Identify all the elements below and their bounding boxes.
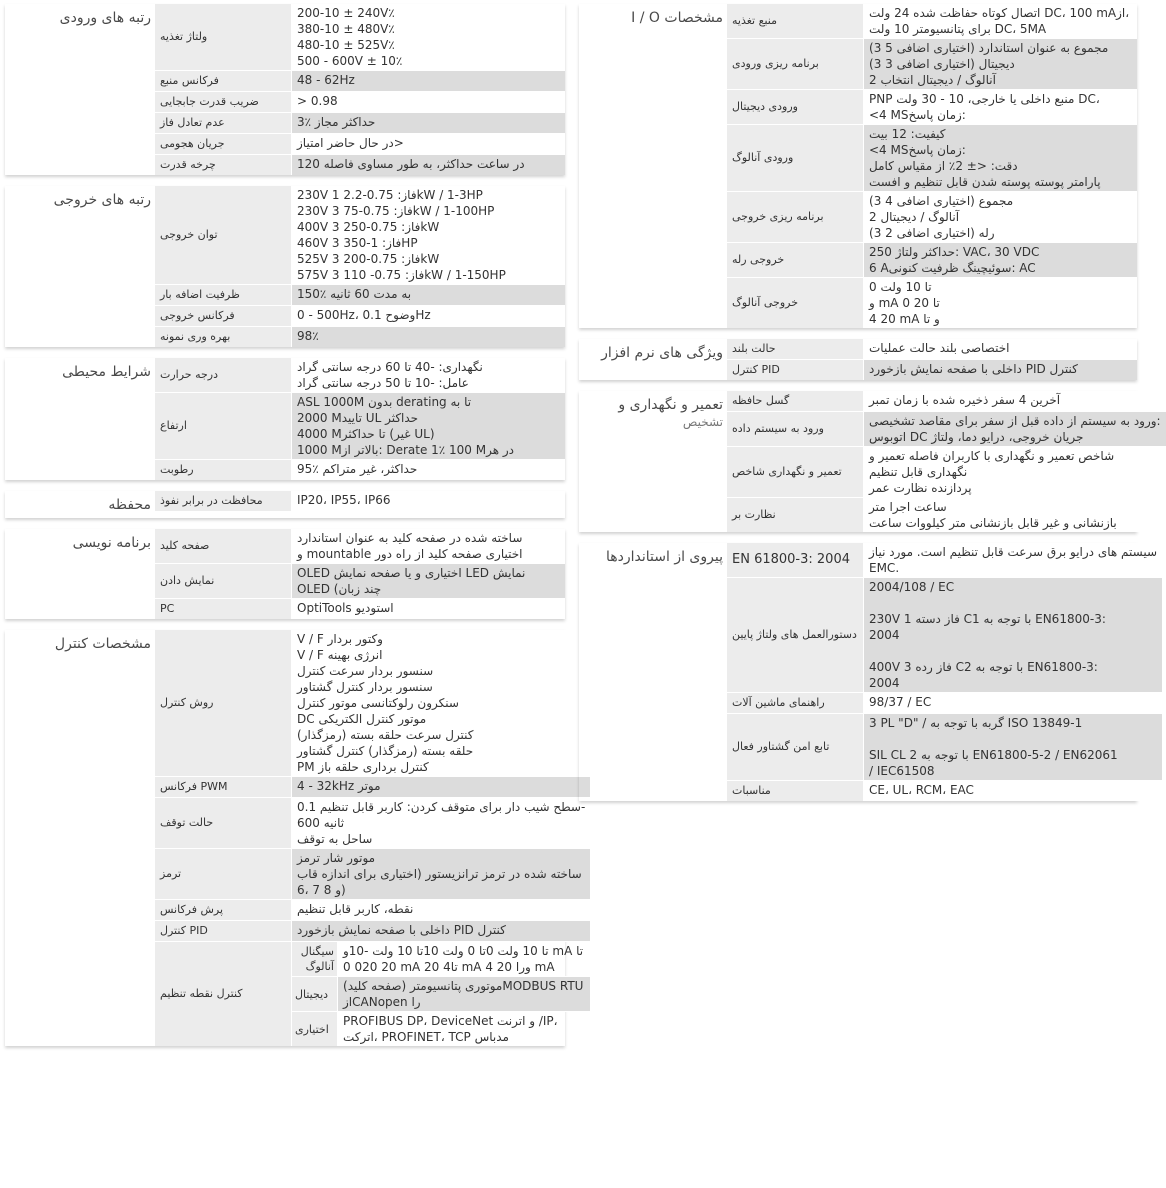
spec-value [864, 90, 1137, 124]
spec-value-line: سطح شیب دار برای متوقف کردن: کاربر قابل تنظیم 0.1- [297, 800, 586, 814]
spec-value-line: ساخته شده در صفحه کلید به عنوان استاندارد [297, 531, 523, 545]
spec-value-line: 1000 Mبالاتر از: Derate 1٪ 100 Mدر هر [297, 443, 515, 457]
spec-value-line: (مجموع به عنوان استاندارد (اختیاری اضافی 5 3 [869, 41, 1109, 55]
spec-value-line: 380-10 ± 480V٪ [297, 22, 395, 36]
spec-row [155, 900, 590, 921]
spec-value-line: CE، UL، RCM، EAC [869, 783, 974, 797]
spec-value-line: 4000 Mتا حداکثر (غیر UL) [297, 427, 435, 441]
spec-value [864, 243, 1137, 277]
spec-section [5, 529, 565, 619]
left-column [5, 4, 586, 1057]
spec-label: صفحه کلید [155, 529, 292, 563]
spec-row [727, 125, 1137, 192]
spec-value-line: 2004 [869, 676, 900, 690]
spec-value [864, 412, 1166, 446]
spec-value [292, 306, 565, 326]
spec-label: ترمز [155, 849, 292, 899]
spec-value-line: ساخته شده در ترمز ترانزیستور (اختیاری برای اندازه قاب [297, 867, 582, 881]
spec-row [155, 71, 565, 92]
setpoint-sub-value [338, 942, 590, 976]
spec-value-line: کیفیت: 12 بیت [869, 127, 946, 141]
spec-label: جریان هجومی [155, 134, 292, 154]
spec-value-line: و mountable اختیاری صفحه کلید از راه دور [297, 547, 523, 561]
spec-value-line: آنالوگ / دیجیتال انتخاب 2 [869, 73, 996, 87]
spec-value-line: 4 - 32kHz موتر [297, 779, 381, 793]
spec-row [727, 543, 1162, 578]
spec-value-line: CANopen را [352, 995, 421, 1009]
spec-label: محافظت در برابر نفوذ [155, 491, 292, 511]
spec-row [155, 285, 565, 306]
spec-value-line: 600 ثانیه [297, 816, 345, 830]
setpoint-sub-value [338, 977, 590, 1011]
spec-value-line: در حال حاضر امتیاز> [297, 136, 404, 150]
spec-value-line: ساعت اجرا متر [869, 500, 947, 514]
spec-label: کنترل نقطه تنظیم [155, 942, 292, 1046]
spec-label: ورودی دیجیتال [727, 90, 864, 124]
section-title-text: رتبه های ورودی [59, 10, 151, 26]
section-title [5, 4, 155, 175]
spec-value-line [869, 595, 1157, 611]
section-title [5, 529, 155, 619]
spec-label: پرش فرکانس [155, 900, 292, 920]
spec-value-line: 98٪ [297, 329, 319, 343]
spec-row [155, 491, 565, 511]
spec-label: روش کنترل [155, 630, 292, 776]
spec-value [292, 134, 565, 154]
spec-value-line: 575V 3 110 -0.75 :فازkW / 1-150HP [297, 268, 506, 282]
spec-row [155, 599, 565, 619]
spec-value-line: 4 20 mA و [424, 960, 531, 974]
spec-value-line: <4 MSزمان پاسخ: [869, 108, 966, 122]
spec-row [727, 693, 1162, 714]
spec-value-line: 0 - 500Hz، 0.1 وضوحHz [297, 308, 431, 322]
spec-value-line: (رله (اختیاری اضافی 2 3 [869, 226, 995, 240]
spec-value-line: 400V 3 فاز رده C2 با توجه به EN61800-3: [869, 660, 1098, 674]
spec-value [292, 777, 590, 797]
spec-label: ورودی آنالوگ [727, 125, 864, 191]
spec-value-line: OptiTools استودیو [297, 601, 394, 615]
spec-label: تابع امن گشتاور فعال [727, 714, 864, 780]
spec-value-line: 525V 3 200-0.75 :فازkW [297, 252, 440, 266]
section-rows [727, 339, 1137, 380]
spec-row [727, 391, 1166, 412]
spec-value [864, 192, 1137, 242]
section-title-text: محفظه [108, 497, 151, 513]
spec-value [292, 186, 565, 284]
spec-value-line: IP20، IP55، IP66 [297, 493, 391, 507]
section-rows [155, 630, 590, 1046]
spec-value-line: داخلی با صفحه نمایش بازخورد PID کنترل [297, 923, 506, 937]
spec-value [292, 358, 565, 392]
spec-value-line: عامل: -10 تا 50 درجه سانتی گراد [297, 376, 469, 390]
spec-row [727, 278, 1137, 328]
spec-value-line: تا 0 ولت 10 [423, 944, 486, 958]
spec-row [155, 92, 565, 113]
spec-value-line: 20 0 mA تا [343, 960, 458, 974]
section-title-text: مشخصات I / O [631, 10, 723, 26]
spec-value [864, 39, 1137, 89]
spec-row [155, 849, 590, 900]
spec-value-line: IP، اترکت، PROFINET، TCP مدباس [343, 1014, 558, 1044]
spec-label: راهنمای ماشین آلات [727, 693, 864, 713]
section-rows [155, 358, 565, 480]
spec-value-line: PROFIBUS DP، DeviceNet و اترنت / [343, 1014, 543, 1028]
section-title-text: رتبه های خروجی [53, 192, 151, 208]
spec-row [727, 447, 1166, 498]
spec-row [727, 192, 1137, 243]
spec-label: توان خروجی [155, 186, 292, 284]
spec-value-line: 230V 3 75-0.75 :فازkW / 1-100HP [297, 204, 495, 218]
spec-value-line: 6 Aسوئیچینگ ظرفیت کنونی: AC [869, 261, 1036, 275]
spec-section [5, 4, 565, 175]
spec-value-line: ASL 1000M بدون derating تا به [297, 395, 472, 409]
spec-value-line: تا 10 ولت 0 [485, 944, 549, 958]
spec-label: ولتاژ تغذیه [155, 4, 292, 70]
spec-row [727, 339, 1137, 360]
spec-value [864, 693, 1162, 713]
spec-section [5, 358, 565, 480]
spec-value-line: نگهداری: -40 تا 60 درجه سانتی گراد [297, 360, 483, 374]
setpoint-sub-label: اختیاری [292, 1012, 338, 1046]
spec-label: درجه حرارت [155, 358, 292, 392]
spec-value-line: 120 در ساعت حداکثر، به طور مساوی فاصله [297, 157, 525, 171]
section-rows [727, 543, 1162, 801]
spec-row [727, 243, 1137, 278]
spec-row [155, 393, 565, 460]
spec-row [727, 39, 1137, 90]
spec-label: PID کنترل [727, 360, 864, 380]
spec-value-line: شاخص تعمیر و نگهداری با کاربران فاصله تعمیر و [869, 449, 1115, 463]
spec-value-line: تا 10 ولت -10 [348, 944, 424, 958]
section-title [579, 339, 727, 380]
spec-value-line: نقطه، کاربر قابل تنظیم [297, 902, 414, 916]
spec-label: دستورالعمل های ولتاژ پایین [727, 578, 864, 692]
section-title [579, 391, 727, 532]
spec-value [292, 71, 565, 91]
spec-value-line: سنسور بردار کنترل گشتاور [297, 680, 433, 694]
spec-label: نمایش دادن [155, 564, 292, 598]
spec-value-line: سنسور بردار سرعت کنترل [297, 664, 434, 678]
spec-value-line: 2004/108 / EC [869, 580, 955, 594]
spec-value [292, 921, 590, 941]
spec-value-line: SIL CL 2 با توجه به EN61800-5-2 / EN62061 [869, 748, 1118, 762]
spec-value-line: حلقه بسته (رمزگذار) کنترل گشتاور [297, 744, 474, 758]
spec-label: منبع تغذیه [727, 4, 864, 38]
section-title-text: ویژگی های نرم افزار [601, 345, 723, 361]
section-title-text: مشخصات کنترل [54, 636, 151, 652]
spec-value [292, 849, 590, 899]
spec-value [864, 714, 1162, 780]
section-title [5, 186, 155, 347]
spec-value-line: نگهداری قابل تنظیم [869, 465, 968, 479]
spec-value-line: 98/37 / EC [869, 695, 932, 709]
spec-value-line: 400V 3 250-0.75 :فازkW [297, 220, 440, 234]
spec-row [155, 327, 565, 347]
spec-value [292, 393, 565, 459]
spec-value-line: 48 - 62Hz [297, 73, 355, 87]
spec-value [292, 798, 590, 848]
setpoint-sub-label: سیگنال آنالوگ [292, 942, 338, 976]
spec-label: برنامه ریزی ورودی [727, 39, 864, 89]
spec-row [155, 358, 565, 393]
setpoint-sub-value [338, 1012, 590, 1046]
spec-row [155, 777, 590, 798]
spec-label: گسل حافظه [727, 391, 864, 411]
spec-value-line [869, 731, 1157, 747]
setpoint-sub-row [292, 1012, 590, 1046]
spec-value-line: ساحل به توقف [297, 832, 373, 846]
spec-value-line: برای پتانسیومتر 10 ولت DC، 5MA [869, 22, 1047, 36]
section-subtitle: تشخیص [682, 415, 723, 429]
spec-value-line: > 0.98 [297, 94, 338, 108]
spec-value-line: موتور شار ترمز [297, 851, 376, 865]
spec-row [727, 4, 1137, 39]
spec-row [727, 498, 1166, 532]
spec-value-line: تا 10 ولت 0 [869, 280, 932, 294]
spec-value-line: PM کنترل برداری حلقه باز [297, 760, 429, 774]
spec-label: خروجی رله [727, 243, 864, 277]
spec-section [579, 543, 1157, 801]
spec-section [579, 339, 1137, 380]
section-title [579, 4, 727, 328]
spec-value [864, 498, 1166, 532]
spec-value-line: اختصاصی بلند حالت عملیات [869, 341, 1010, 355]
setpoint-subtable [292, 942, 590, 1046]
section-title [5, 358, 155, 480]
spec-row-setpoint [155, 942, 590, 1046]
spec-value-line: 4 20 mA و تا [869, 312, 940, 326]
spec-value-line: سیستم های درایو برق سرعت قابل تنظیم است. مورد نیاز [869, 545, 1157, 559]
spec-section [5, 186, 565, 347]
spec-value [292, 92, 565, 112]
spec-value-line: OLED (چند زبان [297, 582, 382, 596]
spec-value-line: اتصال کوتاه حفاظت شده 24 ولت DC، 100 mAاز، [869, 6, 1130, 20]
spec-row [155, 155, 565, 175]
spec-value-line: 2000 Mتایید UL حداکثر [297, 411, 419, 425]
spec-row [155, 630, 590, 777]
spec-row [155, 921, 590, 942]
section-rows [155, 491, 565, 518]
spec-row [155, 460, 565, 480]
section-rows [155, 4, 565, 175]
spec-label: PWM فرکانس [155, 777, 292, 797]
spec-label: فرکانس منبع [155, 71, 292, 91]
spec-value-line: MODBUS RTU از [343, 979, 584, 1009]
section-title-text: شرایط محیطی [62, 364, 151, 380]
spec-value-line: OLED اختیاری و یا صفحه نمایش LED نمایش [297, 566, 526, 580]
spec-row [727, 781, 1162, 801]
section-rows [155, 186, 565, 347]
spec-label: چرخه قدرت [155, 155, 292, 175]
spec-value-line: 2004 [869, 628, 900, 642]
spec-value-line: 480-10 ± 525V٪ [297, 38, 395, 52]
spec-value-line: (دیجیتال (اختیاری اضافی 3 3 [869, 57, 1015, 71]
spec-row [727, 412, 1166, 447]
spec-label: ظرفیت اضافه بار [155, 285, 292, 305]
spec-value-line: PNP منبع داخلی یا خارجی، 10 - 30 ولت DC، [869, 92, 1100, 106]
spec-label: مناسبات [727, 781, 864, 801]
spec-row [727, 90, 1137, 125]
spec-label: نظارت بر [727, 498, 864, 532]
spec-section [5, 630, 586, 1046]
spec-value-line: V / F وکتور بردار [297, 632, 383, 646]
spec-value-line: 250 حداکثر ولتاژ: VAC، 30 VDC [869, 245, 1040, 259]
spec-value-line: آنالوگ / دیجیتال 2 [869, 210, 960, 224]
spec-value-line: 150٪ به مدت 60 ثانیه [297, 287, 412, 301]
setpoint-sub-label: دیجیتال [292, 977, 338, 1011]
right-column [579, 4, 1161, 812]
spec-value [864, 125, 1137, 191]
spec-section [579, 391, 1161, 532]
spec-value-line: سنکرون رلوکتانسی موتور کنترل [297, 696, 459, 710]
spec-label: EN 61800-3: 2004 [727, 543, 864, 577]
spec-value-line: اتوبوس DC جریان خروجی، درایو دما، ولتاژ [869, 430, 1084, 444]
spec-value-line: و mA تا 20 0 [869, 296, 940, 310]
spec-value [864, 339, 1137, 359]
section-title [579, 543, 727, 801]
spec-value-line: 230V 1 2.2-0.75 :فازkW / 1-3HP [297, 188, 483, 202]
section-title [5, 630, 155, 1046]
spec-value-line: کنترل سرعت حلقه بسته (رمزگذار) [297, 728, 474, 742]
section-title-text: تعمیر و نگهداری و [618, 397, 723, 413]
spec-label: تعمیر و نگهداری شاخص [727, 447, 864, 497]
spec-value-line: 230V 1 فاز دسته C1 با توجه به EN61800-3: [869, 612, 1106, 626]
section-rows [727, 391, 1166, 532]
spec-value-line: را 20 4 mA [485, 960, 555, 974]
spec-value-line: (موتوری پتانسیومتر (صفحه کلید [343, 979, 503, 993]
spec-value-line: 3 PL "D" / گربه با توجه به ISO 13849-1 [869, 716, 1083, 730]
section-title [5, 491, 155, 518]
spec-label: PID کنترل [155, 921, 292, 941]
spec-value-line: / IEC61508 [869, 764, 935, 778]
spec-label: برنامه ریزی خروجی [727, 192, 864, 242]
spec-value [864, 781, 1162, 801]
spec-value [292, 155, 565, 175]
spec-value-line: 3٪ حداکثر مجاز [297, 115, 376, 129]
spec-value-line: پارامتر پوسته پوسته شدن قابل تنظیم و افست [869, 175, 1101, 189]
spec-label: عدم تعادل فاز [155, 113, 292, 133]
spec-value-line [869, 643, 1157, 659]
spec-value [864, 543, 1162, 577]
section-title-text: پیروی از استانداردها [605, 549, 723, 565]
spec-value [292, 113, 565, 133]
setpoint-sub-row [292, 942, 590, 977]
spec-label: ورود به سیستم داده [727, 412, 864, 446]
spec-value-line: ورود به سیستم از داده قبل از سفر برای مقاصد تشخیصی: [869, 414, 1161, 428]
spec-value [292, 529, 565, 563]
spec-row [155, 306, 565, 327]
spec-value [292, 327, 565, 347]
spec-row [727, 714, 1162, 781]
spec-label: فرکانس خروجی [155, 306, 292, 326]
spec-value [292, 4, 565, 70]
spec-value [292, 285, 565, 305]
spec-value-line: آخرین 4 سفر ذخیره شده با زمان تمبر [869, 393, 1061, 407]
setpoint-sub-row [292, 977, 590, 1012]
spec-value-line: DC موتور کنترل الکتریکی [297, 712, 427, 726]
spec-value-line: دقت: <± 2٪ از مقیاس کامل [869, 159, 1018, 173]
spec-value [292, 900, 590, 920]
spec-label: حالت بلند [727, 339, 864, 359]
spec-value [864, 578, 1162, 692]
section-title-text: برنامه نویسی [72, 535, 151, 551]
section-rows [155, 529, 565, 619]
spec-section [5, 491, 565, 518]
section-rows [727, 4, 1137, 328]
spec-label: PC [155, 599, 292, 619]
spec-value-line: <4 MSزمان پاسخ: [869, 143, 966, 157]
spec-value [292, 630, 590, 776]
spec-row [155, 564, 565, 599]
spec-label: حالت توقف [155, 798, 292, 848]
spec-row [155, 798, 590, 849]
spec-value [864, 4, 1137, 38]
spec-value-line: 500 - 600V ± 10٪ [297, 54, 403, 68]
spec-value-line: بازنشانی و غیر قابل بازنشانی متر کیلووات ساعت [869, 516, 1117, 530]
spec-label: ارتفاع [155, 393, 292, 459]
spec-label: ضریب قدرت جابجایی [155, 92, 292, 112]
spec-value [292, 564, 565, 598]
spec-value-line: 95٪ حداکثر، غیر متراکم [297, 462, 418, 476]
spec-value [292, 599, 565, 619]
spec-label: بهره وری نمونه [155, 327, 292, 347]
spec-value-line: V / F انرژی بهینه [297, 648, 383, 662]
spec-value-line: EMC. [869, 561, 900, 575]
spec-value [864, 391, 1166, 411]
spec-value [292, 491, 565, 511]
spec-value-line: 460V 3 350-1 :فازHP [297, 236, 418, 250]
spec-value-line: و mA تا 20 0 [343, 944, 584, 974]
spec-row [727, 360, 1137, 380]
spec-row [155, 529, 565, 564]
spec-value [864, 447, 1166, 497]
spec-row [155, 113, 565, 134]
spec-row [727, 578, 1162, 693]
spec-value-line: داخلی با صفحه نمایش بازخورد PID کنترل [869, 362, 1078, 376]
spec-value-line: (مجموع (اختیاری اضافی 4 3 [869, 194, 1014, 208]
spec-value-line: 6، 7 و 8) [297, 883, 346, 897]
spec-label: رطوبت [155, 460, 292, 480]
spec-value [292, 460, 565, 480]
spec-row [155, 4, 565, 71]
spec-row [155, 186, 565, 285]
spec-value-line: 200-10 ± 240V٪ [297, 6, 395, 20]
spec-label: خروجی آنالوگ [727, 278, 864, 328]
spec-value [864, 360, 1137, 380]
spec-section [579, 4, 1137, 328]
spec-value [864, 278, 1137, 328]
spec-value-line: پردازنده نظارت عمر [869, 481, 972, 495]
spec-row [155, 134, 565, 155]
